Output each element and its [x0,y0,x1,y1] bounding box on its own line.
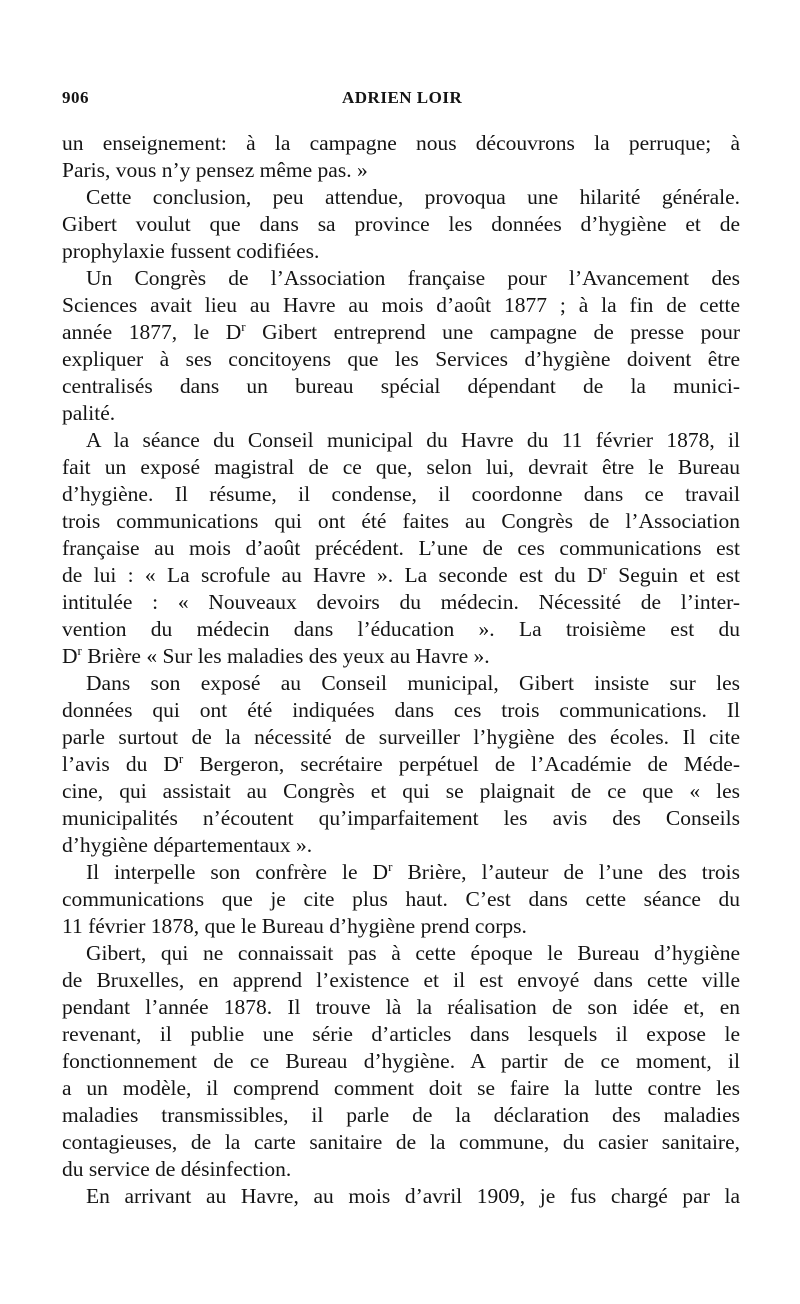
page-number: 906 [62,88,89,107]
text-line: A la séance du Conseil municipal du Havre du 11 février 1878, il [86,428,740,452]
text-line: Dans son exposé au Conseil municipal, Gibert insiste sur les [86,671,740,695]
text-line: contagieuses, de la carte sanitaire de la commune, du casier sanitaire, [62,1130,740,1154]
text-line: revenant, il publie une série d’articles dans lesquels il expose le [62,1022,740,1046]
text-line: 11 février 1878, que le Bureau d’hygiène prend corps. [62,914,527,938]
text-line: municipalités n’écoutent qu’imparfaitement les avis des Conseils [62,806,740,830]
text-line: Sciences avait lieu au Havre au mois d’août 1877 ; à la fin de cette [62,293,740,317]
text-line: d’hygiène. Il résume, il condense, il coordonne dans ce travail [62,482,740,506]
text-line: intitulée : « Nouveaux devoirs du médecin. Nécessité de l’inter- [62,590,740,614]
text-line: En arrivant au Havre, au mois d’avril 1909, je fus chargé par la [86,1184,740,1208]
text-line: pendant l’année 1878. Il trouve là la réalisation de son idée et, en [62,995,740,1019]
text-line: d’hygiène départementaux ». [62,833,313,857]
text-line: Gibert voulut que dans sa province les données d’hygiène et de [62,212,740,236]
text-line: française au mois d’août précédent. L’une de ces communications est [62,536,740,560]
text-line: prophylaxie fussent codifiées. [62,239,320,263]
text-line: Un Congrès de l’Association française pour l’Avancement des [86,266,740,290]
text-line: cine, qui assistait au Congrès et qui se plaignait de ce que « les [62,779,740,803]
text-line: palité. [62,401,116,425]
text-line: expliquer à ses concitoyens que les Services d’hygiène doivent être [62,347,740,371]
text-line: vention du médecin dans l’éducation ». La troisième est du [62,617,740,641]
text-line: Paris, vous n’y pensez même pas. » [62,158,368,182]
text-line: a un modèle, il comprend comment doit se faire la lutte contre les [62,1076,740,1100]
text-line: Il interpelle son confrère le $D^r$ Brière, l’auteur de l’une des trois [86,859,740,884]
text-line: centralisés dans un bureau spécial dépendant de la munici- [62,374,740,398]
text-line: données qui ont été indiquées dans ces trois communications. Il [62,698,740,722]
text-line: fonctionnement de ce Bureau d’hygiène. A partir de ce moment, il [62,1049,740,1073]
text-line: Gibert, qui ne connaissait pas à cette époque le Bureau d’hygiène [86,941,740,965]
text-line: Cette conclusion, peu attendue, provoqua une hilarité générale. [86,185,740,209]
text-line: $D^r$ Brière « Sur les maladies des yeux au Havre ». [62,643,490,668]
text-line: de lui : « La scrofule au Havre ». La seconde est du $D^r$ Seguin et est [62,562,740,587]
text-line: trois communications qui ont été faites au Congrès de l’Association [62,509,740,533]
body-text [62,130,740,1210]
text-line: communications que je cite plus haut. C’est dans cette séance du [62,887,740,911]
text-line: de Bruxelles, en apprend l’existence et il est envoyé dans cette ville [62,968,740,992]
text-line: maladies transmissibles, il parle de la déclaration des maladies [62,1103,740,1127]
text-line: année 1877, le $D^r$ Gibert entreprend une campagne de presse pour [62,319,740,344]
text-line: un enseignement: à la campagne nous découvrons la perruque; à [62,131,740,155]
text-line: parle surtout de la nécessité de surveiller l’hygiène des écoles. Il cite [62,725,740,749]
page-header [62,88,738,118]
running-title: ADRIEN LOIR [342,88,463,107]
text-line: fait un exposé magistral de ce que, selon lui, devrait être le Bureau [62,455,740,479]
text-line: du service de désinfection. [62,1157,292,1181]
text-line: l’avis du $D^r$ Bergeron, secrétaire perpétuel de l’Académie de Méde- [62,751,740,776]
